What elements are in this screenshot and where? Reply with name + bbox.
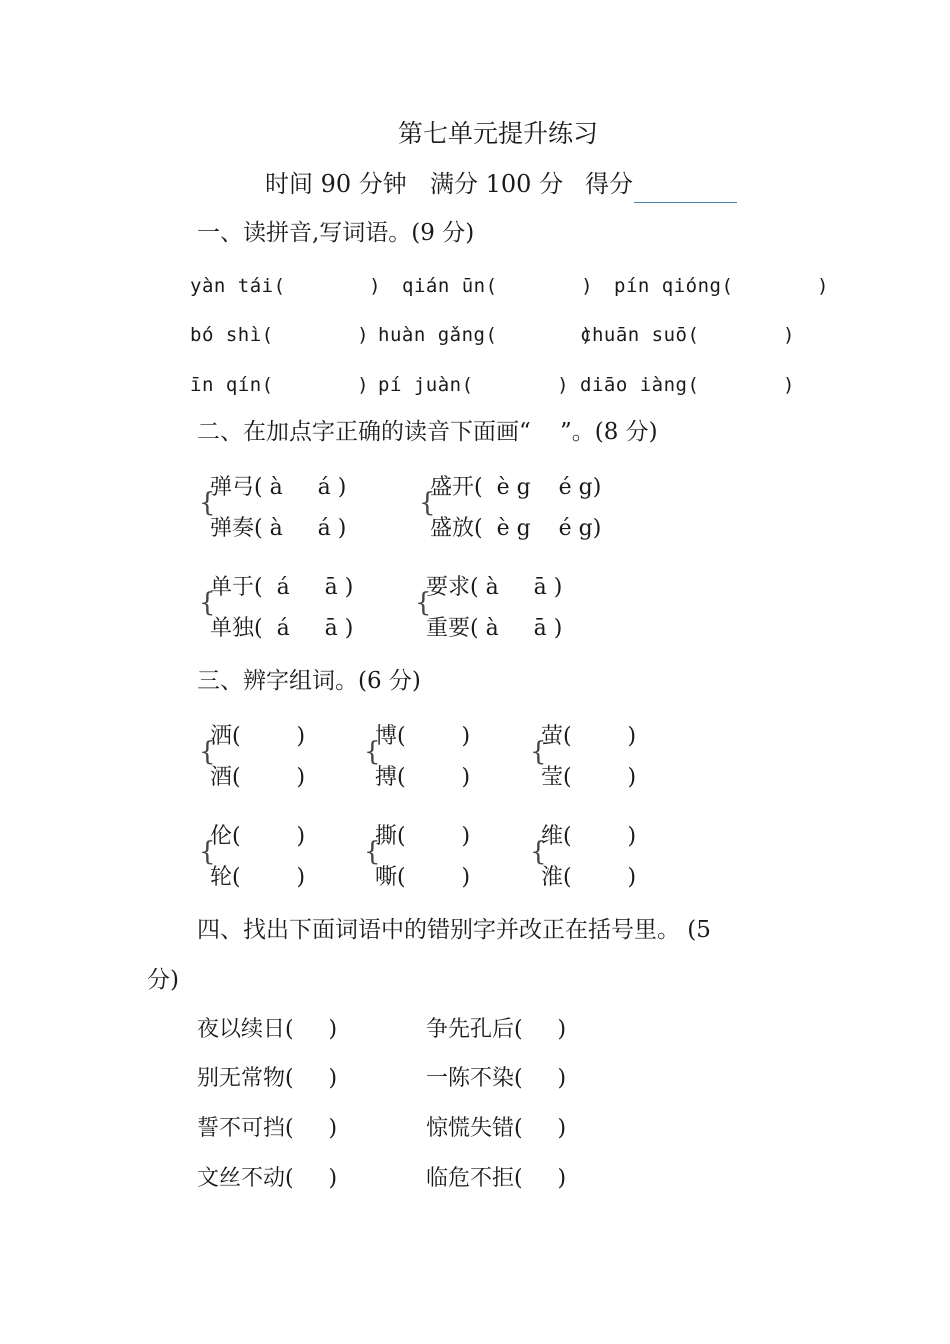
reading-item: 盛放( è g é g) bbox=[430, 516, 602, 541]
idiom-item: 一陈不染( ) bbox=[426, 1066, 567, 1091]
pinyin-item: yàn tái( ) bbox=[190, 275, 382, 297]
idiom-item: 夜以续日( ) bbox=[197, 1017, 338, 1042]
brace-icon: { bbox=[530, 737, 547, 767]
score-label: 得分 bbox=[585, 170, 633, 198]
word-item: 萤( ) bbox=[541, 724, 637, 749]
idiom-item: 别无常物( ) bbox=[197, 1066, 338, 1091]
pinyin-item: chuān suō( ) bbox=[580, 324, 795, 346]
pinyin-item: pí juàn( ) bbox=[378, 374, 570, 396]
full-score: 满分 100 分 bbox=[430, 170, 564, 198]
idiom-item: 争先孔后( ) bbox=[426, 1017, 567, 1042]
brace-icon: { bbox=[199, 488, 216, 518]
pinyin-item: huàn gǎng( ) bbox=[378, 324, 593, 346]
reading-item: 弹弓( à á ) bbox=[210, 475, 347, 500]
pinyin-item: īn qín( ) bbox=[190, 374, 370, 396]
brace-icon: { bbox=[199, 588, 216, 618]
reading-item: 单于( á ā ) bbox=[210, 575, 354, 600]
pinyin-item: diāo iàng( ) bbox=[580, 374, 795, 396]
word-item: 伦( ) bbox=[210, 824, 306, 849]
idiom-item: 文丝不动( ) bbox=[197, 1166, 338, 1191]
word-item: 淮( ) bbox=[541, 865, 637, 890]
pinyin-item: bó shì( ) bbox=[190, 324, 370, 346]
pinyin-item: qián ūn( ) bbox=[402, 275, 594, 297]
word-item: 撕( ) bbox=[375, 824, 471, 849]
word-item: 搏( ) bbox=[375, 765, 471, 790]
page-title: 第七单元提升练习 bbox=[398, 119, 599, 148]
reading-item: 要求( à ā ) bbox=[426, 575, 563, 600]
reading-item: 单独( á ā ) bbox=[210, 616, 354, 641]
brace-icon: { bbox=[364, 837, 381, 867]
section4-heading-cont: 分) bbox=[147, 967, 179, 993]
word-item: 酒( ) bbox=[210, 765, 306, 790]
word-item: 洒( ) bbox=[210, 724, 306, 749]
word-item: 轮( ) bbox=[210, 865, 306, 890]
section1-heading: 一、读拼音,写词语。(9 分) bbox=[197, 220, 475, 246]
brace-icon: { bbox=[199, 737, 216, 767]
word-item: 嘶( ) bbox=[375, 865, 471, 890]
idiom-item: 誓不可挡( ) bbox=[197, 1116, 338, 1141]
pinyin-item: pín qióng( ) bbox=[614, 275, 829, 297]
idiom-item: 临危不拒( ) bbox=[426, 1166, 567, 1191]
time-limit: 时间 90 分钟 bbox=[265, 170, 407, 198]
brace-icon: { bbox=[415, 588, 432, 618]
section4-heading: 四、找出下面词语中的错别字并改正在括号里。 (5 bbox=[197, 917, 711, 943]
word-item: 博( ) bbox=[375, 724, 471, 749]
section3-heading: 三、辨字组词。(6 分) bbox=[197, 668, 421, 694]
reading-item: 弹奏( à á ) bbox=[210, 516, 347, 541]
brace-icon: { bbox=[530, 837, 547, 867]
score-blank[interactable] bbox=[634, 202, 737, 203]
section2-heading: 二、在加点字正确的读音下面画“ ”。(8 分) bbox=[197, 419, 658, 445]
brace-icon: { bbox=[364, 737, 381, 767]
word-item: 维( ) bbox=[541, 824, 637, 849]
reading-item: 重要( à ā ) bbox=[426, 616, 563, 641]
word-item: 莹( ) bbox=[541, 765, 637, 790]
reading-item: 盛开( è g é g) bbox=[430, 475, 602, 500]
idiom-item: 惊慌失错( ) bbox=[426, 1116, 567, 1141]
brace-icon: { bbox=[199, 837, 216, 867]
brace-icon: { bbox=[419, 488, 436, 518]
